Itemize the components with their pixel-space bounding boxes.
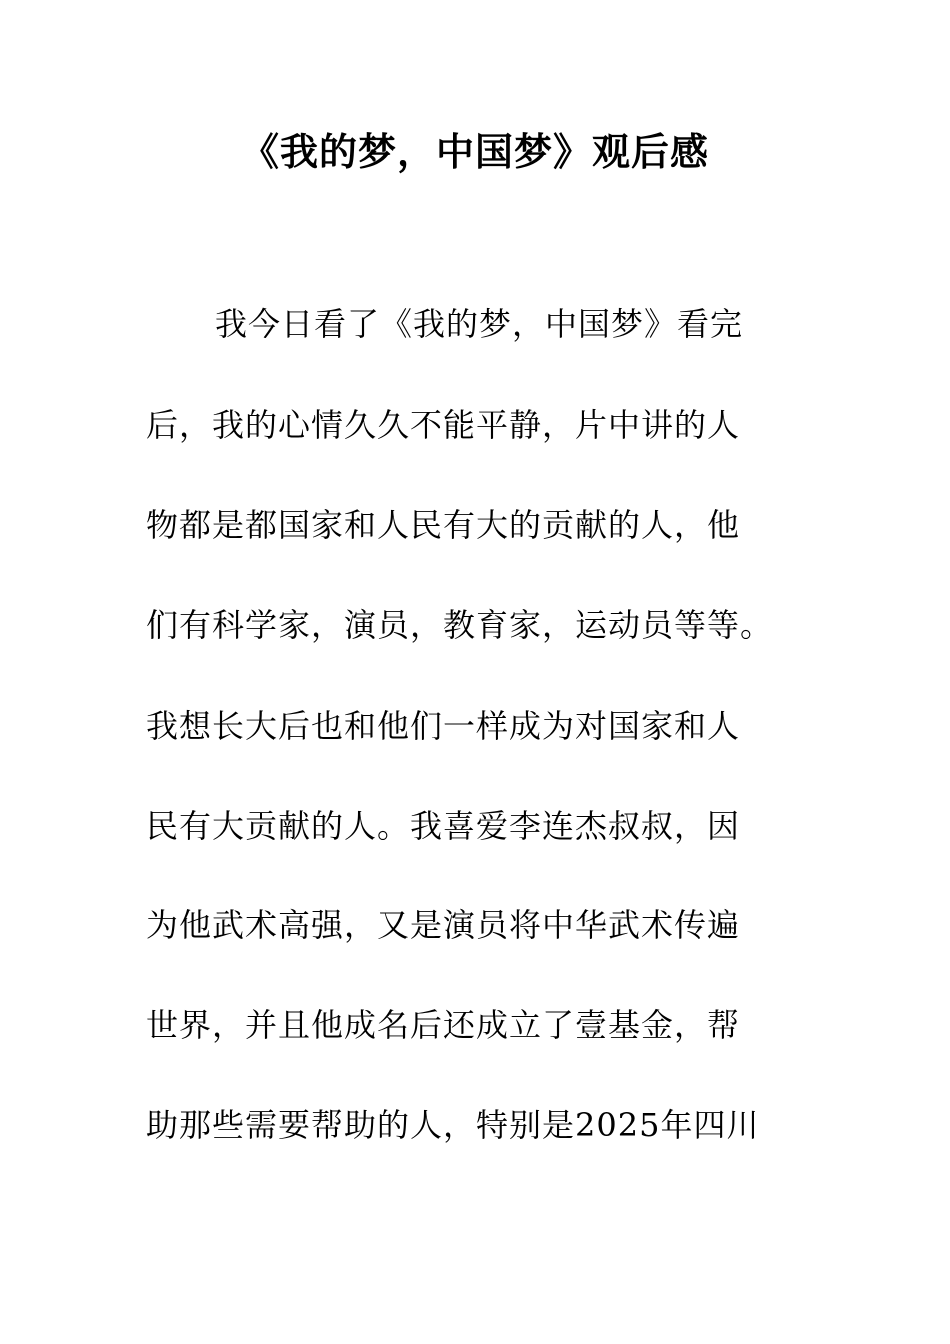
document-title: 《我的梦，中国梦》观后感 (240, 129, 709, 174)
paragraph-line-1: 我今日看了《我的梦，中国梦》看完 (215, 305, 744, 343)
paragraph-line-9: 助那些需要帮助的人，特别是2025年四川 (146, 1106, 760, 1144)
paragraph-line-8: 世界，并且他成名后还成立了壹基金，帮 (146, 1006, 741, 1044)
paragraph-line-2: 后，我的心情久久不能平静，片中讲的人 (146, 406, 741, 444)
paragraph-line-7: 为他武术高强，又是演员将中华武术传遍 (146, 906, 741, 944)
paragraph-line-5: 我想长大后也和他们一样成为对国家和人 (146, 707, 741, 745)
paragraph-line-6: 民有大贡献的人。我喜爱李连杰叔叔，因 (146, 807, 741, 845)
paragraph-line-4: 们有科学家，演员，教育家，运动员等等。 (146, 606, 774, 644)
paragraph-line-3: 物都是都国家和人民有大的贡献的人，他 (146, 506, 741, 544)
